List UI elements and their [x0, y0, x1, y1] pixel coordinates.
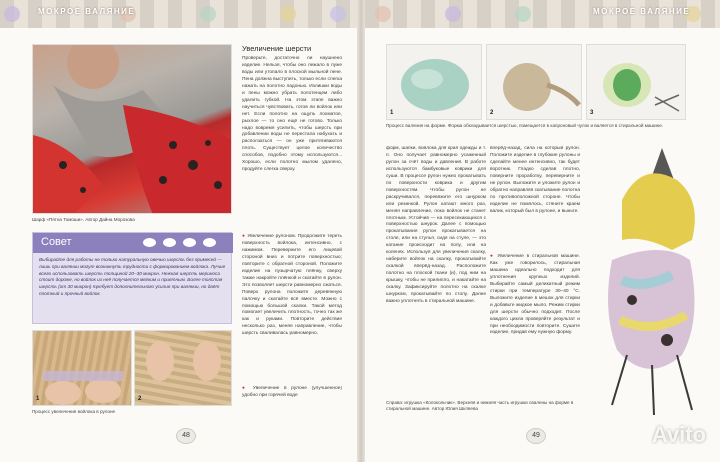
sheep-icon — [163, 238, 176, 247]
running-header-left: МОКРОЕ ВАЛЯНИЕ — [38, 7, 136, 16]
toy-caption: Справа: игрушка «Колокольчик». Верхняя и нижняя часть игрушки свалены на форме в стиральной машине. Автор Юлия Шкляева — [386, 400, 574, 411]
figure-number: 2 — [138, 396, 142, 402]
mold-photo-2 — [486, 44, 582, 120]
tip-box — [32, 232, 232, 324]
mold-caption: Процесс валяния на форме. Форма обкладывается шерстью, помещается в капроновый чулок и валяется в стиральной машине. — [386, 123, 664, 128]
page-number-left: 48 — [176, 428, 196, 444]
section-title: Увеличение шерсти — [242, 44, 312, 53]
scarf-photo-caption: Шарф «Пятна Томоши». Автор Дайна Морозова — [32, 217, 135, 222]
felt-ball-decoration — [375, 6, 391, 22]
scarf-illustration — [33, 45, 232, 214]
rolling-text: Увеличение рулоном. Продолжите тереть поверхность войлока, интенсивно, с нажимом. Переверните его лицевой стороной вниз и потрите поверхностью; повторите с обратной стороной. Положите изделие на пузырчатую плёнку, сверху также накройте плёнкой и скатайте в рулон. Это позволяет шерсти равномерно сжаться. Поверх рулона положите деревянную палочку и скатайте всё вместе. Можно с помощью большой скалки. Такой метод помогает увеличить плотность, точно так же как и руками. Повторите действие несколько раз, меняя направление, чтобы шерсть сваливалась равномерно. — [242, 234, 342, 337]
scarf-photo — [32, 44, 232, 214]
header-band-left — [0, 0, 357, 28]
figure-number: 3 — [590, 110, 594, 116]
felt-ball-decoration — [330, 6, 346, 22]
sheep-icon — [203, 238, 216, 247]
mold-photo-1 — [386, 44, 482, 120]
figure-number: 1 — [390, 110, 394, 116]
bullet-icon: ● — [242, 234, 246, 239]
mold-photo-3 — [586, 44, 686, 120]
sheep-icon — [143, 238, 156, 247]
bullet-icon: ● — [490, 254, 495, 259]
bell-toy-illustration — [582, 140, 714, 420]
wool-ball-illustration — [387, 45, 482, 120]
hands-rolling-illustration — [33, 331, 132, 406]
figure-number: 1 — [36, 396, 40, 402]
right-column-2-bullet — [490, 254, 580, 399]
sheep-icon — [183, 238, 196, 247]
left-column-bullet2 — [242, 386, 342, 416]
tip-text: Выбирайте для работы не только натуральную овечью шерсть без примесей — лишь при валянии могут возникнуть трудности с формированием войлока. Лучше всего использовать шерсть толщиной 20–30 микрон. Нежная шерсть мериноса стоит дороже, но войлок из неё получается мягким и приятным. Более толстая шерсть (от 30 микрон) требует дополнительного усилия при валянии, но даёт плотный и прочный войлок. — [39, 257, 226, 297]
avito-watermark: Avito — [651, 422, 706, 447]
tip-title: Совет — [41, 236, 72, 248]
running-header-right: МОКРОЕ ВАЛЯНИЕ — [593, 7, 691, 16]
cut-ball-illustration — [587, 45, 686, 120]
felt-ball-decoration — [280, 6, 296, 22]
hands-rolling-illustration — [135, 331, 232, 406]
felt-ball-decoration — [200, 6, 216, 22]
rolling-caption: Процесс увеличения войлока в рулоне — [32, 409, 116, 414]
felt-ball-decoration — [445, 6, 461, 22]
washing-machine-text: Увеличение в стиральной машине. Как уже говорилось, стиральная машина идеально подходит для уплотнения крупных изделий. Выбирайте самый деликатный режим стирки при температуре 30–40 °С. Выложите изделие в мешок для стирки и добавьте жидкое мыло. Режим стирки для шерсти обычно подходит. После каждого цикла проверяйте результат и при необходимости повторите. Сушите изделие, придав ему нужную форму. — [490, 254, 580, 336]
right-column-2-text: вперёд-назад, сила на который рулон. Положите изделие в глубокие рулоны и сделайте менее интенсивно, так будет воротник. Гладко сделав плотно, поверните проработку, переверните и не рулон. Выложите и уложите рулон и обратно направляя скатывание полотна по противоположной стороне. Чтобы изделие не помялось, стяните краем валик, который был в рулоне, и выньте. — [490, 146, 580, 214]
left-column-top-text: Проверьте, достаточно ли наушнено изделие. Нельзя, чтобы оно лежало в луже воды или утопало в плоской мыльной пене. Пена должна выступить, только если слегка нажать на полотно ладонью. Излишки воды и пены можно убрать полотенцем либо удалить губкой. На этом этапе важно научиться чувствовать, готов ли войлок или нет. Если полотно на ощупь лохматое, рыхлое — то оно ещё не готово. Только надо вовремя усилить, чтобы шерсть при добавлении воды не перестала набухать и расползаться — он уже притягиваются плоть. Существует целое количество способов, подобно этому используются... Хорошо, если полотно мылом удалено, продуйте слегка сверху. — [242, 56, 342, 173]
header-band-right — [365, 0, 720, 28]
book-gutter — [357, 0, 365, 462]
felt-toy-photo — [582, 140, 714, 420]
rolling-improved-text: Увеличение в рулоне (улучшенное) удобно при горячей воде — [242, 386, 342, 398]
felt-ball-decoration — [4, 6, 20, 22]
felt-ball-decoration — [515, 6, 531, 22]
right-column-1-text: форм, шапки, войлока для края одежды и т. п. Оно получает равномерно усаженный рулон за счёт воды и давления. В работе используются бамбуковые коврики для суши. В процессе рулон нужно прокатывать по поверхности коврика и другим поверхностям. Чтобы рулон не раскручивался, перевяжите его шнурком или резинкой. Рулон катают много раз, меняя направление, пока войлок не станет плотным. Устойчив — на пересекающихся с поверхностью шнурок. Далее с помощью прокатывания рулон прокатывается на столе, или на стулья, сидя на стуле, — это катание происходит на полу, или на коленях. Используя для увеличения скалку, наберите войлок на скалку, прокатывайте скалкой вперёд-назад. Расположите полотно на плоской ткани (и), под ним на крышку, чтобы не прилипло, и накатайте на скалку. Зафиксируйте полотно на скалке шнурком, прокатывайте по столу. Далее важно уплотнять в стиральной машине. — [386, 146, 486, 304]
rolling-photo-1 — [32, 330, 132, 406]
figure-number: 2 — [490, 110, 494, 116]
rolling-photo-2 — [134, 330, 232, 406]
left-column-bottom-text — [242, 234, 342, 384]
page-number-right: 49 — [526, 428, 546, 444]
tip-header — [33, 233, 233, 253]
bullet-icon: ● — [242, 386, 249, 391]
stocking-ball-illustration — [487, 45, 582, 120]
